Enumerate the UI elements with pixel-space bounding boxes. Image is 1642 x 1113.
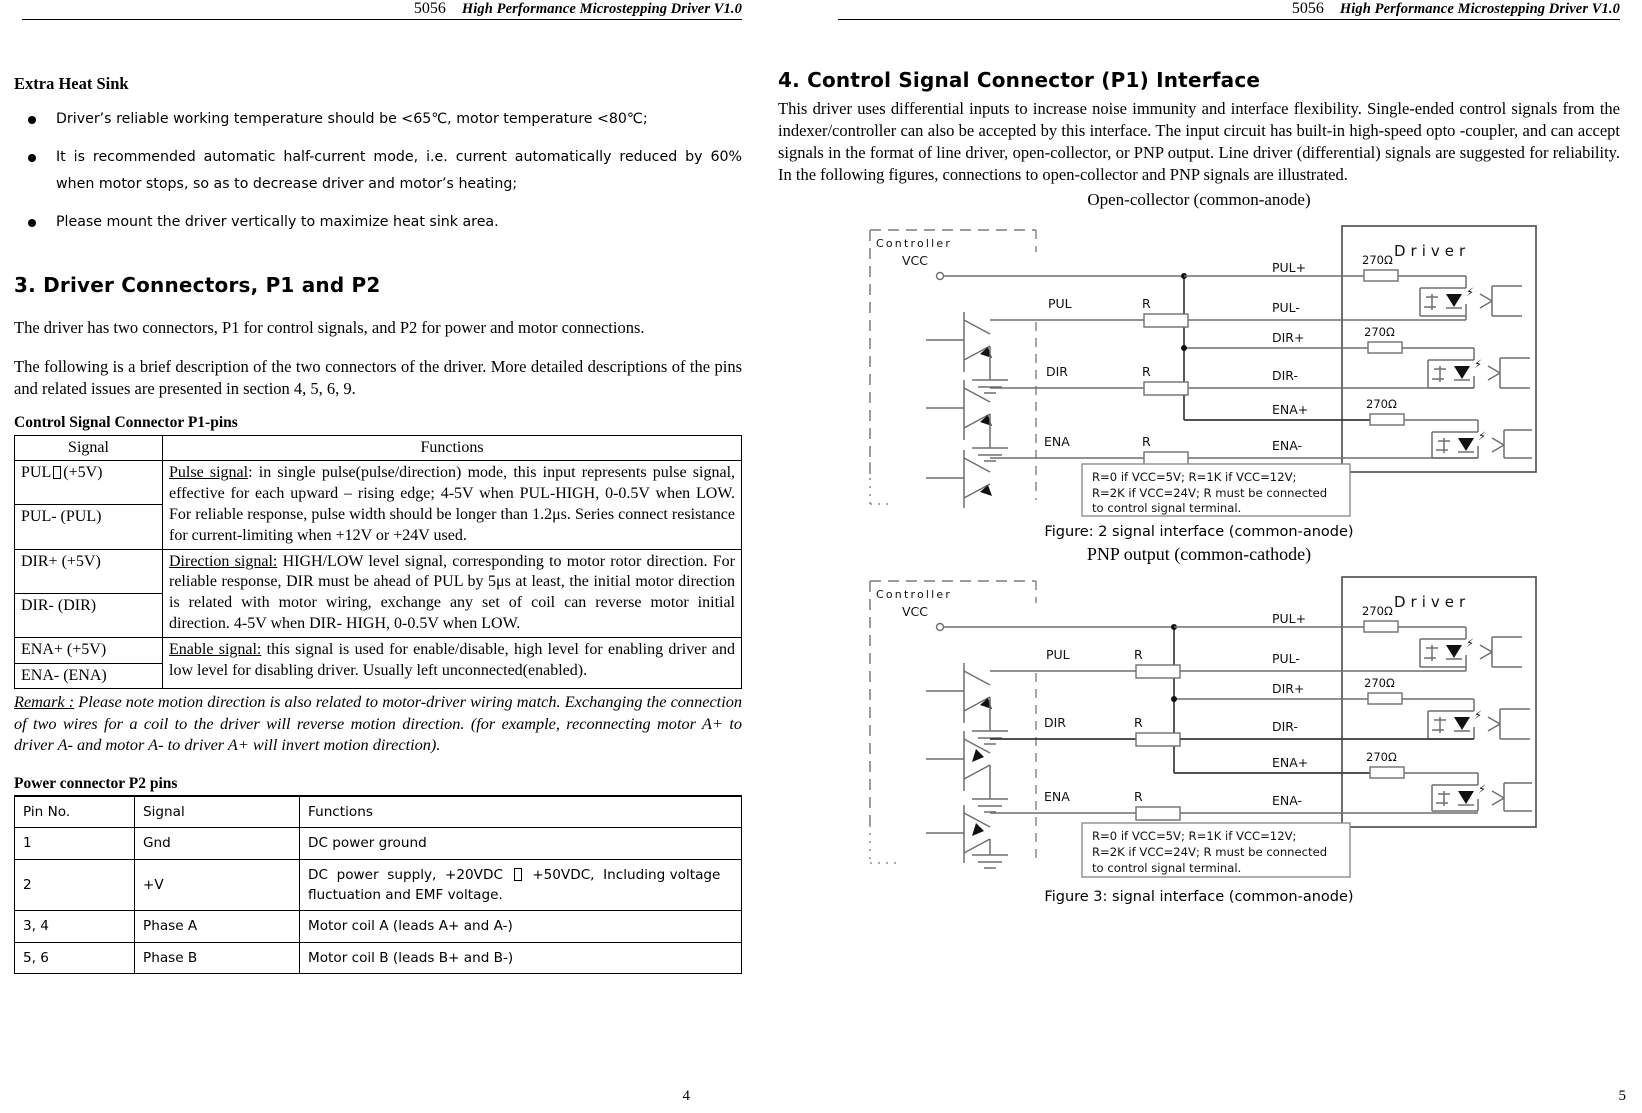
table-header-row <box>15 435 742 461</box>
signal-cell: ENA+ (+5V) <box>15 637 163 663</box>
function-label: Pulse signal <box>169 464 249 482</box>
signal-cell: +V <box>135 859 300 911</box>
optocoupler-dir <box>1428 357 1530 388</box>
controller-boundary-bottom <box>870 817 902 863</box>
note-line: R=2K if VCC=24V; R must be connected <box>1092 485 1328 500</box>
pnp-symbol <box>926 663 990 723</box>
opto-frame <box>1432 785 1478 811</box>
phototransistor-icon <box>1492 430 1532 458</box>
list-item <box>14 144 742 199</box>
vcc-terminal <box>937 272 944 279</box>
remark-paragraph <box>14 691 742 755</box>
series-resistor-label: R <box>1142 295 1151 311</box>
series-resistor-label: R <box>1134 788 1143 804</box>
opto-frame <box>1420 639 1466 667</box>
series-resistor-ena <box>1144 452 1188 465</box>
signal-cell: Phase A <box>135 911 300 942</box>
led-diode-icon <box>1454 717 1470 730</box>
bullet-icon <box>28 219 36 227</box>
function-cell: Motor coil A (leads A+ and A-) <box>300 911 742 942</box>
column-header-pin-no: Pin No. <box>15 796 135 828</box>
vcc-terminal <box>937 623 944 630</box>
signal-cell: PUL- (PUL) <box>15 505 163 549</box>
series-resistor-label: R <box>1142 363 1151 379</box>
phototransistor-icon <box>1492 783 1532 811</box>
driver-resistor-label: 270Ω <box>1364 675 1395 690</box>
pin-no-cell: 5, 6 <box>15 942 135 973</box>
page-left <box>0 0 760 1113</box>
figure-2-schematic <box>854 567 1544 887</box>
figure-1-schematic <box>854 212 1544 522</box>
running-header-left <box>14 0 742 26</box>
zener-diode-icon <box>1432 717 1446 733</box>
light-emission-icon: ⚡ <box>1466 284 1475 299</box>
table-row <box>15 859 742 911</box>
note-line: to control signal terminal. <box>1092 860 1242 875</box>
series-resistor-label: R <box>1134 646 1143 662</box>
bullet-text: Driver’s reliable working temperature should be <65℃, motor temperature <80℃; <box>56 111 648 127</box>
driver-pin-label: DIR- <box>1272 718 1299 734</box>
function-text: this signal is used for enable/disable, high level for enabling driver and low level for disabling driver. Usually left unconnected(enabled). <box>169 640 735 679</box>
section-4-paragraph: This driver uses differential inputs to increase noise immunity and interface flexibility. Single-ended control signals from the indexer/controller can also be accepted by this interface. The input circuit has built-in high-speed opto -coupler, and can accept signals in the format of line driver, open-collector, or PNP output. Line driver (differential) signals are suggested for reliability. In the following figures, connections to open-collector and PNP signals are illustrated. <box>778 99 1620 184</box>
page-number-left: 4 <box>682 1088 690 1104</box>
dir-plus-wire-2 <box>1402 348 1474 360</box>
resistor-270-dir <box>1368 693 1402 704</box>
resistor-270-pul <box>1364 621 1398 632</box>
heat-sink-heading: Extra Heat Sink <box>14 74 129 93</box>
note-line: R=2K if VCC=24V; R must be connected <box>1092 844 1328 859</box>
driver-pin-label: PUL+ <box>1272 610 1307 626</box>
driver-resistor-label: 270Ω <box>1362 252 1393 267</box>
vcc-label: VCC <box>902 603 929 619</box>
page-number-right: 5 <box>1618 1088 1626 1104</box>
driver-pin-label: ENA- <box>1272 792 1303 808</box>
controller-signal-label: ENA <box>1044 788 1070 804</box>
junction-dot <box>1181 345 1187 351</box>
column-header-signal: Signal <box>15 435 163 461</box>
phototransistor-icon <box>1488 709 1530 739</box>
pnp-symbol <box>926 731 990 791</box>
signal-cell: PUL (+5V) <box>15 461 163 505</box>
driver-resistor-label: 270Ω <box>1362 603 1393 618</box>
driver-pin-label: DIR- <box>1272 367 1299 383</box>
controller-signal-label: PUL <box>1048 295 1072 311</box>
zener-diode-icon <box>1424 645 1438 661</box>
driver-pin-label: DIR+ <box>1272 680 1305 696</box>
led-diode-icon <box>1458 791 1474 804</box>
bullet-icon <box>28 116 36 124</box>
driver-pin-label: ENA+ <box>1272 754 1309 770</box>
page-right <box>760 0 1642 1113</box>
controller-transistor-ena <box>926 450 992 508</box>
opto-frame <box>1420 288 1466 316</box>
p1-pins-table <box>14 435 742 690</box>
controller-transistor-pul <box>926 663 1008 744</box>
npn-symbol <box>926 312 990 372</box>
series-resistor-label: R <box>1142 433 1151 449</box>
controller-boundary-bottom <box>870 462 894 504</box>
header-rule <box>22 19 742 20</box>
driver-pin-label: DIR+ <box>1272 329 1305 345</box>
function-cell: Motor coil B (leads B+ and B-) <box>300 942 742 973</box>
pul-plus-wire-2 <box>1398 627 1466 639</box>
zener-diode-icon <box>1436 438 1450 453</box>
controller-transistor-dir <box>926 731 1008 812</box>
led-diode-icon <box>1446 294 1462 307</box>
resistor-270-pul <box>1364 270 1398 281</box>
missing-glyph-icon <box>514 868 522 881</box>
running-header-right <box>778 0 1620 26</box>
pin-no-cell: 3, 4 <box>15 911 135 942</box>
bullet-text: Please mount the driver vertically to maximize heat sink area. <box>56 214 499 231</box>
signal-cell: ENA- (ENA) <box>15 663 163 689</box>
list-item <box>14 106 742 134</box>
signal-cell: Phase B <box>135 942 300 973</box>
light-emission-icon: ⚡ <box>1478 781 1487 796</box>
remark-label: Remark : <box>14 692 75 712</box>
function-cell: DC power supply, +20VDC +50VDC, Including voltage fluctuation and EMF voltage. <box>300 859 742 911</box>
function-cell <box>163 549 742 637</box>
zener-diode-icon <box>1424 294 1438 310</box>
led-diode-icon <box>1458 438 1474 451</box>
p1-table-caption: Control Signal Connector P1-pins <box>14 413 238 431</box>
section-4-heading: 4. Control Signal Connector (P1) Interface <box>778 68 1261 92</box>
driver-resistor-label: 270Ω <box>1366 396 1397 411</box>
section-3-heading: 3. Driver Connectors, P1 and P2 <box>14 272 381 297</box>
signal-cell: DIR+ (+5V) <box>15 549 163 593</box>
led-diode-icon <box>1454 366 1470 379</box>
section-3-paragraph-1: The driver has two connectors, P1 for control signals, and P2 for power and motor connections. <box>14 317 645 337</box>
note-line: R=0 if VCC=5V; R=1K if VCC=12V; <box>1092 828 1297 843</box>
table-row <box>15 911 742 942</box>
missing-glyph-icon <box>53 466 61 479</box>
table-row <box>15 828 742 859</box>
pin-no-cell: 2 <box>15 859 135 911</box>
series-resistor-dir <box>1144 382 1188 395</box>
optocoupler-pul <box>1420 636 1522 667</box>
function-text: : in single pulse(pulse/direction) mode, this input represents pulse signal, effective for each upward – rising edge; 4-5V when PUL-HIGH, 0-0.5V when LOW. For reliable response, pulse width should be longer than 1.2μs. Series connect resistance for current-limiting when +12V or +24V used. <box>169 464 736 544</box>
header-number: 5056 <box>1291 0 1324 17</box>
light-emission-icon: ⚡ <box>1478 428 1487 443</box>
list-item <box>14 209 742 237</box>
series-resistor-dir <box>1136 733 1180 746</box>
controller-transistor-dir <box>926 380 1008 461</box>
signal-cell: Gnd <box>135 828 300 859</box>
p2-pins-table <box>14 795 742 974</box>
column-header-signal: Signal <box>135 796 300 828</box>
p2-table-caption: Power connector P2 pins <box>14 774 178 792</box>
vcc-label: VCC <box>902 252 929 268</box>
phototransistor-icon <box>1480 286 1522 316</box>
table-header-row <box>15 796 742 828</box>
figure-2-title: PNP output (common-cathode) <box>1086 543 1312 564</box>
series-resistor-pul <box>1136 665 1180 678</box>
pnp-arrow <box>972 749 984 762</box>
header-title: High Performance Microstepping Driver V1.0 <box>1339 1 1620 17</box>
bullet-text: It is recommended automatic half-current mode, i.e. current automatically reduced by 60% when motor stops, so as to decrease driver and motor’s heating; <box>56 148 742 193</box>
driver-label: Driver <box>1394 592 1471 611</box>
zener-diode-icon <box>1432 366 1446 382</box>
controller-signal-label: DIR <box>1046 363 1068 379</box>
table-row <box>15 549 742 593</box>
resistor-270-ena <box>1370 414 1404 425</box>
npn-symbol <box>926 450 990 508</box>
figure-1-caption: Figure: 2 signal interface (common-anode) <box>1044 523 1354 540</box>
figure-2-caption: Figure 3: signal interface (common-anode) <box>1044 888 1354 905</box>
heat-sink-bullet-list <box>14 106 742 237</box>
driver-pin-label: ENA- <box>1272 437 1303 453</box>
function-text: HIGH/LOW level signal, corresponding to motor rotor direction. For reliable response, DIR must be ahead of PUL by 5μs at least, the initial motor direction is related with motor wiring, exchange any set of coil can reverse motor initial direction. 4-5V when DIR- HIGH, 0-0.5V when LOW. <box>169 552 736 632</box>
junction-dot <box>1171 696 1177 702</box>
function-label: Direction signal: <box>169 552 278 570</box>
driver-label: Driver <box>1394 241 1471 260</box>
function-label: Enable signal: <box>169 640 262 658</box>
controller-boundary <box>870 230 1036 474</box>
driver-resistor-label: 270Ω <box>1364 324 1395 339</box>
series-resistor-label: R <box>1134 714 1143 730</box>
controller-transistor-ena <box>926 805 1008 868</box>
note-line: R=0 if VCC=5V; R=1K if VCC=12V; <box>1092 469 1297 484</box>
optocoupler-ena <box>1432 429 1532 458</box>
table-row <box>15 942 742 973</box>
phototransistor-icon <box>1480 637 1522 667</box>
controller-signal-label: PUL <box>1046 646 1070 662</box>
driver-resistor-label: 270Ω <box>1366 749 1397 764</box>
column-header-functions: Functions <box>163 435 742 461</box>
dir-plus-wire-2 <box>1402 699 1474 711</box>
led-diode-icon <box>1446 645 1462 658</box>
light-emission-icon: ⚡ <box>1466 635 1475 650</box>
table-row <box>15 461 742 505</box>
resistor-270-ena <box>1370 767 1404 778</box>
phototransistor-icon <box>1488 358 1530 388</box>
driver-pin-label: PUL- <box>1272 650 1300 666</box>
function-cell: DC power ground <box>300 828 742 859</box>
optocoupler-ena <box>1432 782 1532 811</box>
light-emission-icon: ⚡ <box>1474 356 1483 371</box>
ena-plus-wire-2 <box>1404 420 1478 432</box>
table-row <box>15 637 742 663</box>
function-cell <box>163 461 742 549</box>
opto-frame <box>1428 711 1474 739</box>
ground-icon <box>972 839 1008 868</box>
optocoupler-dir <box>1428 708 1530 739</box>
controller-boundary <box>870 581 1036 825</box>
driver-pin-label: ENA+ <box>1272 401 1309 417</box>
note-line: to control signal terminal. <box>1092 500 1242 515</box>
signal-cell: DIR- (DIR) <box>15 593 163 637</box>
controller-label: Controller <box>876 236 953 250</box>
pul-plus-wire-2 <box>1398 276 1466 288</box>
header-number: 5056 <box>413 0 446 17</box>
header-rule <box>838 19 1620 20</box>
controller-signal-label: DIR <box>1044 714 1066 730</box>
controller-signal-label: ENA <box>1044 433 1070 449</box>
function-cell <box>163 637 742 689</box>
resistor-270-dir <box>1368 342 1402 353</box>
header-title: High Performance Microstepping Driver V1.0 <box>461 1 742 17</box>
series-resistor-ena <box>1136 807 1180 820</box>
opto-frame <box>1428 360 1474 388</box>
column-header-functions: Functions <box>300 796 742 828</box>
opto-frame <box>1432 432 1478 458</box>
pin-no-cell: 1 <box>15 828 135 859</box>
remark-text: Please note motion direction is also related to motor-driver wiring match. Exchanging the connection of two wires for a coil to the driver will reverse motion direction. (for example, reconnecting motor A+ to driver A- and motor A- to driver A+ will invert motion direction). <box>14 692 742 754</box>
bullet-icon <box>28 154 36 162</box>
ena-plus-wire-2 <box>1404 773 1478 785</box>
controller-transistor-pul <box>926 312 1008 393</box>
zener-diode-icon <box>1436 791 1450 806</box>
section-3-paragraph-2: The following is a brief description of the two connectors of the driver. More detailed descriptions of the pins and related issues are presented in section 4, 5, 6, 9. <box>14 356 742 398</box>
pnp-arrow <box>972 823 984 836</box>
controller-label: Controller <box>876 587 953 601</box>
figure-1-title: Open-collector (common-anode) <box>1087 189 1311 209</box>
driver-pin-label: PUL+ <box>1272 259 1307 275</box>
driver-pin-label: PUL- <box>1272 299 1300 315</box>
optocoupler-pul <box>1420 285 1522 316</box>
series-resistor-pul <box>1144 314 1188 327</box>
npn-symbol <box>926 380 990 440</box>
light-emission-icon: ⚡ <box>1474 707 1483 722</box>
